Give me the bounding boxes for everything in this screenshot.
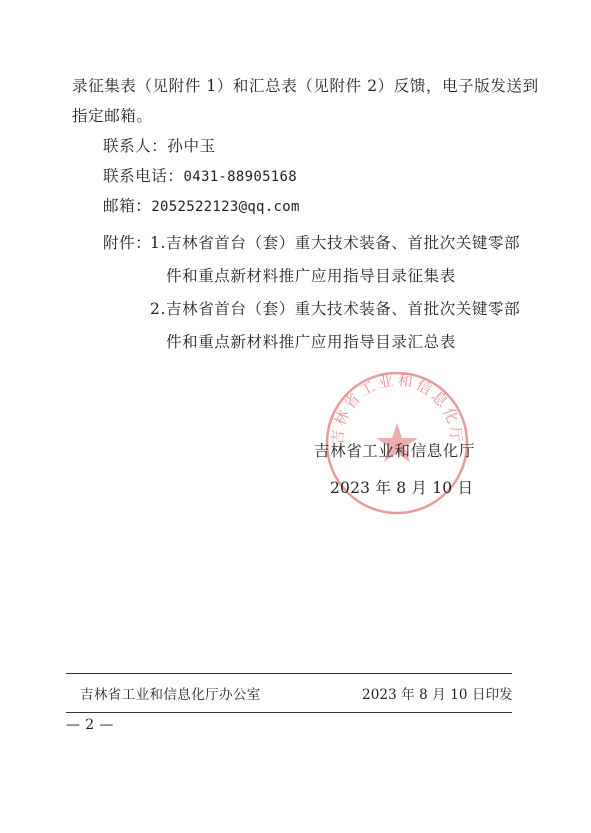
paragraph-line-1: 录征集表（见附件 1）和汇总表（见附件 2）反馈，电子版发送到 bbox=[72, 77, 539, 95]
email-label: 邮箱： bbox=[103, 197, 152, 215]
footer-divider-top bbox=[66, 673, 512, 674]
email-address: 2052522123@qq.com bbox=[151, 199, 300, 215]
issue-date: 2023 年 8 月 10 日 bbox=[330, 479, 474, 497]
attachment-title: 吉林省首台（套）重大技术装备、首批次关键零部 bbox=[166, 300, 521, 318]
attachment-number: 2. bbox=[150, 300, 166, 318]
attachment-item-1-line-1 bbox=[150, 233, 520, 253]
attachment-item-1-line-2: 件和重点新材料推广应用指导目录征集表 bbox=[166, 267, 456, 285]
attachment-title: 吉林省首台（套）重大技术装备、首批次关键零部 bbox=[166, 234, 521, 252]
phone-label: 联系电话： bbox=[103, 167, 184, 185]
attachments-label: 附件： bbox=[103, 234, 152, 252]
paragraph-line-2: 指定邮箱。 bbox=[72, 107, 153, 125]
phone-number: 0431-88905168 bbox=[183, 169, 297, 185]
phone-row bbox=[103, 166, 297, 187]
attachment-item-2-line-2: 件和重点新材料推广应用指导目录汇总表 bbox=[166, 333, 456, 351]
seal-text: 吉林省工业和信息化厅 bbox=[328, 371, 466, 446]
page-number: — 2 — bbox=[66, 717, 114, 733]
contact-person-row bbox=[103, 136, 216, 156]
attachment-number: 1. bbox=[150, 234, 166, 252]
attachment-item-2-line-1 bbox=[150, 299, 520, 319]
issuing-organization: 吉林省工业和信息化厅 bbox=[314, 442, 476, 460]
footer-divider-bottom bbox=[66, 712, 512, 713]
footer-issuer: 吉林省工业和信息化厅办公室 bbox=[80, 687, 261, 703]
email-row bbox=[103, 196, 300, 217]
footer-print-date: 2023 年 8 月 10 日印发 bbox=[362, 687, 513, 703]
contact-person-label: 联系人： bbox=[103, 137, 168, 155]
contact-person-name: 孙中玉 bbox=[167, 137, 216, 155]
